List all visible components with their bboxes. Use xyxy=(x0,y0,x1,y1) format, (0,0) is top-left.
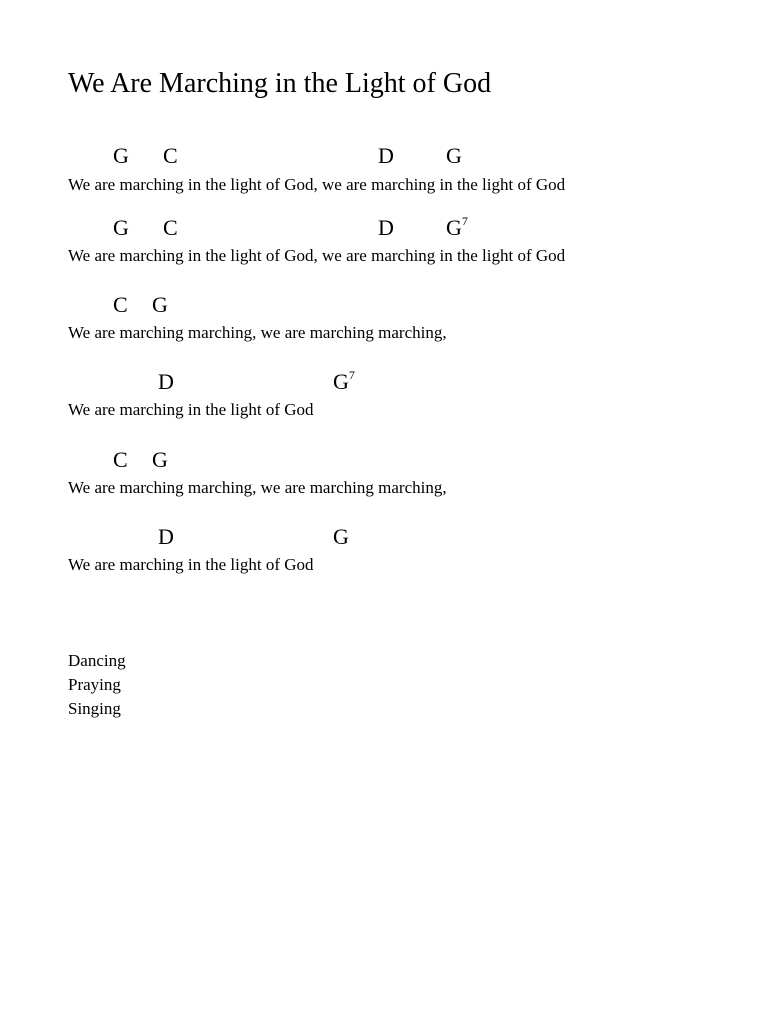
chord: G xyxy=(152,292,168,317)
lyric-line: We are marching in the light of God xyxy=(68,555,314,574)
chord-row xyxy=(0,145,768,171)
variation-item: Singing xyxy=(68,699,121,718)
chord: C xyxy=(113,292,128,317)
chord: G xyxy=(333,524,349,549)
chord-row xyxy=(0,449,768,475)
chord: G xyxy=(152,447,168,472)
chord: C xyxy=(163,143,178,168)
lyric-line: We are marching marching, we are marching marching, xyxy=(68,323,447,342)
chord-row xyxy=(0,214,768,243)
chord: G xyxy=(113,215,129,240)
lyric-line: We are marching in the light of God, we are marching in the light of God xyxy=(68,246,566,265)
chord-row xyxy=(0,294,768,320)
chord: C xyxy=(113,447,128,472)
chord: D xyxy=(378,143,394,168)
chord: G xyxy=(113,143,129,168)
variation-item: Dancing xyxy=(68,651,126,670)
lyric-line: We are marching in the light of God, we are marching in the light of God xyxy=(68,175,566,194)
chord-row xyxy=(0,526,768,552)
chord: G xyxy=(446,143,462,168)
chord: $G^7$ xyxy=(446,214,468,240)
chord: D xyxy=(378,215,394,240)
chord-row xyxy=(0,368,768,397)
variation-item: Praying xyxy=(68,675,121,694)
chord: D xyxy=(158,369,174,394)
chord: C xyxy=(163,215,178,240)
song-title: We Are Marching in the Light of God xyxy=(68,68,492,99)
lyric-line: We are marching in the light of God xyxy=(68,400,314,419)
chord: $G^7$ xyxy=(333,368,355,394)
chord: D xyxy=(158,524,174,549)
lyric-line: We are marching marching, we are marching marching, xyxy=(68,478,447,497)
